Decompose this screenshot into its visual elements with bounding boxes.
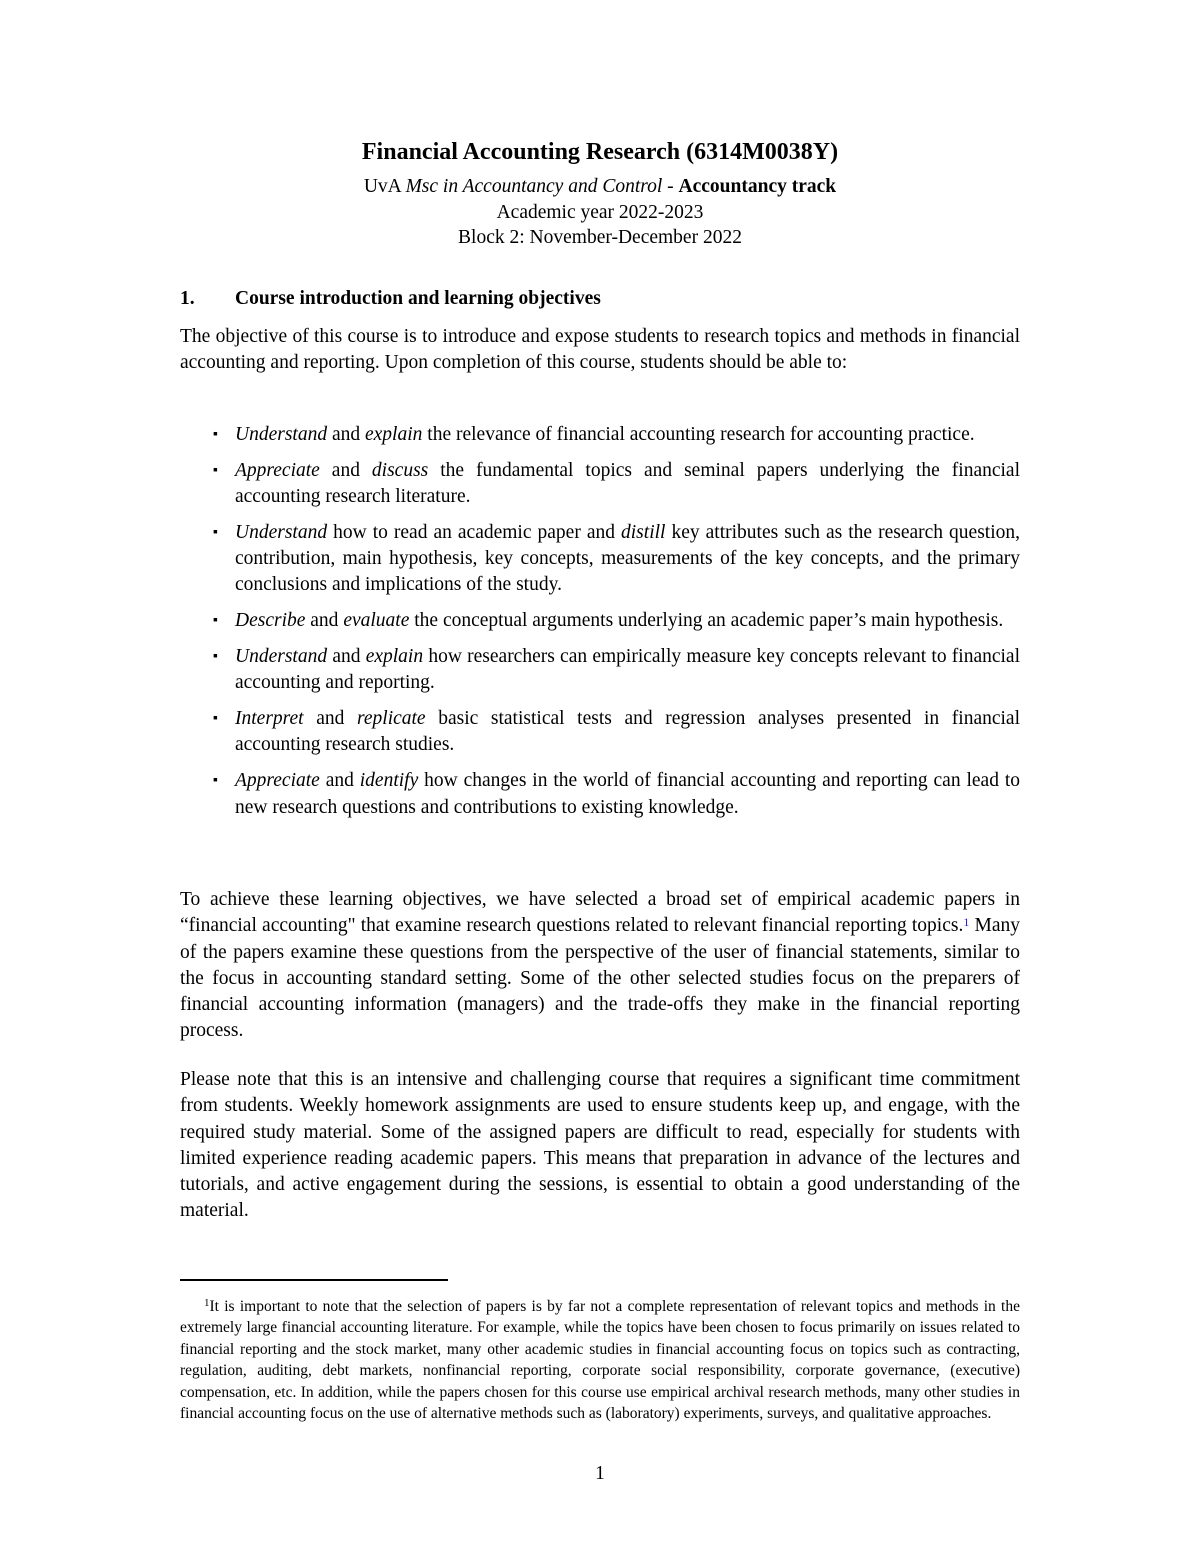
bullet-icon: ▪ bbox=[213, 613, 218, 629]
bullet-icon: ▪ bbox=[213, 524, 218, 540]
bullet-icon: ▪ bbox=[213, 773, 218, 789]
document-subtitle bbox=[180, 174, 1020, 251]
papers-paragraph: To achieve these learning objectives, we have selected a broad set of empirical academic papers in “financial accounting" that examine research questions related to relevant financial reporting topics.$^1$ Many of the papers examine these questions from the perspective of the user of financial statements, similar to the focus in accounting standard setting. Some of the other selected studies focus on the preparers of financial accounting information (managers) and the trade-offs they make in the financial reporting process. bbox=[180, 889, 1020, 1042]
program-name: Msc in Accountancy and Control bbox=[405, 176, 663, 197]
bullet-icon: ▪ bbox=[213, 427, 218, 442]
document-title: Financial Accounting Research (6314M0038Y) bbox=[361, 139, 839, 165]
program-track: Accountancy track bbox=[678, 176, 837, 197]
section-heading bbox=[180, 286, 601, 312]
workload-paragraph: Please note that this is an intensive and challenging course that requires a significant time commitment from students. Weekly homework assignments are used to ensure students keep up, and engage, with the required study material. Some of the assigned papers are difficult to read, especially for students with limited experience reading academic papers. This means that preparation in advance of the lectures and tutorials, and active engagement during the sessions, is essential to obtain a good understanding of the material. bbox=[180, 1069, 1020, 1222]
bullet-icon: ▪ bbox=[213, 462, 218, 478]
footnote-text: It is important to note that the selection of papers is by far not a complete representation of relevant topics and methods in the extremely large financial accounting literature. For example, while the topics have been chosen to focus primarily on issues related to financial reporting and the stock market, many other academic studies in financial accounting focus on topics such as contracting, regulation, auditing, debt markets, nonfinancial reporting, corporate social responsibility, corporate governance, (executive) compensation, etc. In addition, while the papers chosen for this course use empirical archival research methods, many other studies in financial accounting focus on the use of alternative methods such as (laboratory) experiments, surveys, and qualitative approaches. bbox=[180, 1298, 1020, 1423]
objectives-list bbox=[180, 422, 1020, 830]
block-period: Block 2: November-December 2022 bbox=[458, 227, 742, 248]
list-item: ▪ Understand and explain the relevance of financial accounting research for accounting practice. bbox=[180, 422, 1020, 448]
list-item: ▪ Interpret and replicate basic statistical tests and regression analyses presented in financial accounting research studies. bbox=[213, 708, 1021, 756]
bullet-icon: ▪ bbox=[213, 649, 218, 665]
list-item: ▪ Appreciate and discuss the fundamental topics and seminal papers underlying the financial accounting research literature. bbox=[213, 459, 1021, 508]
page-number: 1 bbox=[595, 1463, 605, 1484]
academic-year: Academic year 2022-2023 bbox=[496, 201, 704, 223]
footnote-reference[interactable]: 1 bbox=[963, 915, 970, 930]
footnote-mark: 1 bbox=[204, 1297, 210, 1309]
list-item: ▪ Appreciate and identify how changes in the world of financial accounting and reporting can lead to new research questions and contributions to existing knowledge. bbox=[213, 770, 1021, 818]
list-item: ▪ Understand and explain how researchers can empirically measure key concepts relevant to financial accounting and reporting. bbox=[213, 646, 1021, 694]
list-item: ▪ Describe and evaluate the conceptual arguments underlying an academic paper’s main hypothesis. bbox=[180, 608, 1020, 634]
intro-paragraph: The objective of this course is to introduce and expose students to research topics and methods in financial accounting and reporting. Upon completion of this course, students should be able to: bbox=[180, 326, 1020, 374]
footnote bbox=[180, 1296, 1020, 1424]
list-item: ▪ Understand how to read an academic paper and distill key attributes such as the research question, contribution, main hypothesis, key concepts, measurements of the key concepts, and the primary conclusions and implications of the study. bbox=[213, 521, 1020, 596]
program-line: UvA Msc in Accountancy and Control - Accountancy track bbox=[363, 176, 837, 197]
section-title: Course introduction and learning objectives bbox=[235, 288, 601, 309]
footnote-divider bbox=[180, 1279, 448, 1281]
section-number: 1. bbox=[180, 288, 195, 309]
bullet-icon: ▪ bbox=[213, 711, 218, 727]
